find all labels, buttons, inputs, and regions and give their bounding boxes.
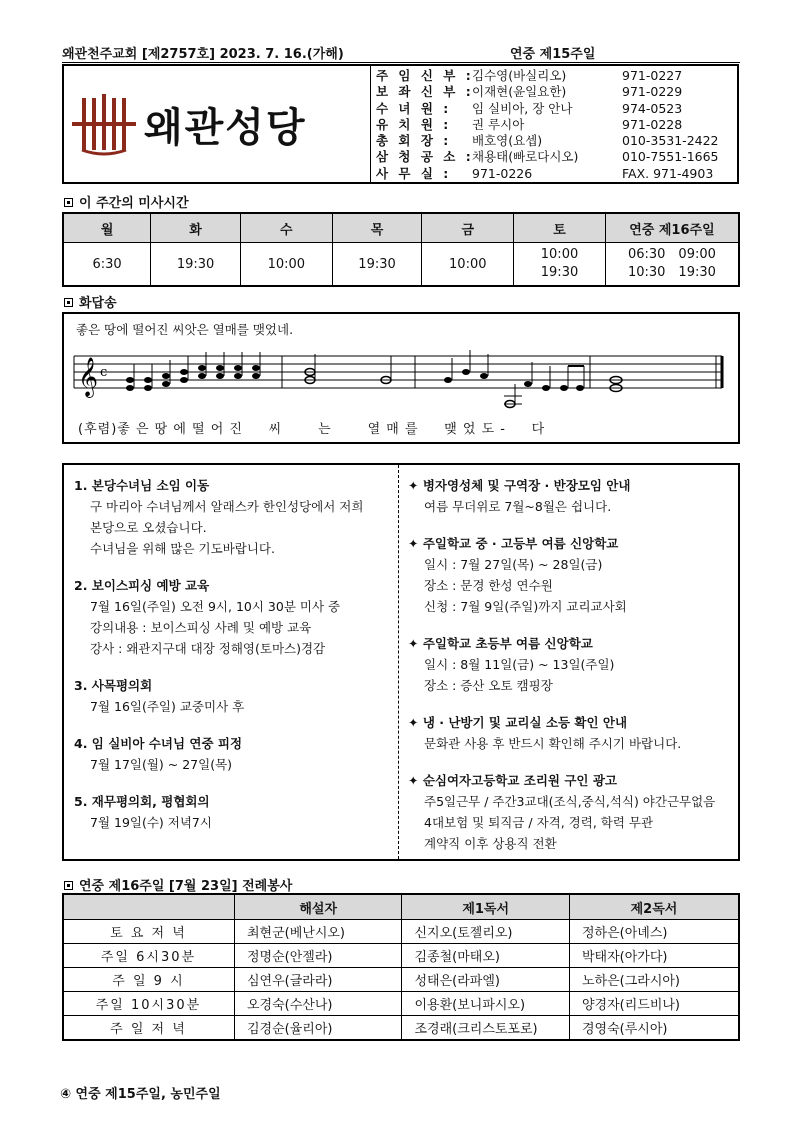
- mass-time-cell: 10:00: [240, 243, 332, 287]
- staff-role: 유 치 원 :: [376, 116, 452, 132]
- server-name: 정하은(아녜스): [569, 920, 739, 944]
- notice-line: 7월 17일(월) ~ 27일(목): [90, 757, 233, 772]
- liturgical-day: 연중 제15주일: [510, 47, 596, 62]
- staff-list: [376, 68, 736, 182]
- psalm-box: [62, 312, 740, 444]
- bulletin-issue: 왜관천주교회 [제2757호] 2023. 7. 16.(가해): [62, 47, 344, 62]
- staff-phone: 971-0229: [622, 84, 683, 100]
- staff-name: 배호영(요셉): [472, 133, 543, 149]
- staff-name: 이재현(윤일요한): [472, 84, 567, 100]
- notice-line: 일시 : 7월 27일(목) ~ 28일(금): [424, 557, 603, 572]
- notice-line: 4대보험 및 퇴직금 / 자격, 경력, 학력 무관: [424, 815, 654, 830]
- church-info-box: [62, 64, 739, 184]
- mass-times-table: [62, 212, 740, 287]
- staff-phone: 971-0227: [622, 68, 683, 83]
- service-header: [63, 894, 234, 920]
- notice-title: ✦ 순심여자고등학교 조리원 구인 광고: [408, 773, 618, 788]
- table-row: [63, 992, 739, 1016]
- psalm-lyrics: (후렴)좋 은 땅 에 떨 어 진 씨 는 열 매 를 맺 었 도 - 다: [78, 422, 546, 437]
- notice-line: 문화관 사용 후 반드시 확인해 주시기 바랍니다.: [424, 736, 682, 751]
- notice-line: 여름 무더위로 7월~8월은 쉽니다.: [424, 499, 612, 514]
- psalm-section-title: 화답송: [64, 292, 117, 311]
- table-row: [63, 968, 739, 992]
- mass-slot-label: 주 일 저 녁: [63, 1016, 234, 1041]
- staff-role: 총 회 장 :: [376, 133, 452, 149]
- mass-slot-label: 주일 10시30분: [63, 992, 234, 1016]
- server-name: 박태자(아가다): [569, 944, 739, 968]
- mass-time-cell-sat: [514, 243, 606, 287]
- notice-title: 4. 임 실비아 수녀님 연중 피정: [74, 736, 243, 751]
- mass-section-title: 이 주간의 미사시간: [64, 192, 189, 211]
- table-row: [63, 1016, 739, 1041]
- server-name: 조경래(크리스토포로): [402, 1016, 570, 1041]
- notice-line: 신청 : 7월 9일(주일)까지 교리교사회: [424, 599, 627, 614]
- column-divider: [398, 465, 399, 859]
- mass-day-header: 연중 제16주일: [605, 213, 739, 243]
- staff-role: 주 임 신 부 :: [376, 68, 474, 83]
- notice-line: 7월 16일(주일) 교중미사 후: [90, 699, 245, 714]
- church-logo-icon: [68, 84, 148, 164]
- notice-line: 구 마리아 수녀님께서 알래스카 한인성당에서 저희: [90, 499, 364, 514]
- staff-row: [376, 133, 736, 149]
- service-header: 제2독서: [569, 894, 739, 920]
- notice-title: 2. 보이스피싱 예방 교육: [74, 578, 210, 593]
- staff-phone: 971-0228: [622, 116, 683, 132]
- notice-line: 장소 : 증산 오토 캠핑장: [424, 678, 553, 693]
- psalm-text: 좋은 땅에 떨어진 씨앗은 열매를 맺었네.: [76, 322, 294, 337]
- notice-line: 7월 16일(주일) 오전 9시, 10시 30분 미사 중: [90, 599, 341, 614]
- notice-title: ✦ 주일학교 중 · 고등부 여름 신앙학교: [408, 536, 619, 551]
- staff-role: 보 좌 신 부 :: [376, 84, 474, 100]
- server-name: 김종철(마태오): [402, 944, 570, 968]
- notice-title: 1. 본당수녀님 소임 이동: [74, 478, 210, 493]
- staff-phone: 974-0523: [622, 100, 683, 116]
- mass-day-header: 토: [514, 213, 606, 243]
- mass-time-cell: 6:30: [63, 243, 151, 287]
- staff-phone: 010-7551-1665: [622, 149, 719, 165]
- notice-line: 강의내용 : 보이스피싱 사례 및 예방 교육: [90, 620, 312, 635]
- mass-day-header: 금: [422, 213, 514, 243]
- staff-row: [376, 68, 736, 84]
- mass-time: 10:00: [540, 247, 579, 262]
- mass-time: 10:30 19:30: [627, 265, 716, 280]
- staff-role: 수 녀 원 :: [376, 100, 452, 116]
- mass-time: 19:30: [540, 265, 579, 280]
- staff-phone: FAX. 971-4903: [622, 165, 714, 181]
- logo-area: [64, 66, 371, 182]
- service-header: 제1독서: [402, 894, 570, 920]
- notice-title: ✦ 주일학교 초등부 여름 신앙학교: [408, 636, 593, 651]
- mass-slot-label: 주일 6시30분: [63, 944, 234, 968]
- notice-line: 장소 : 문경 한성 연수원: [424, 578, 553, 593]
- mass-time-cell: 19:30: [151, 243, 241, 287]
- server-name: 심연우(글라라): [234, 968, 402, 992]
- notice-title: 5. 재무평의회, 평협회의: [74, 794, 210, 809]
- bulletin-header: [62, 40, 740, 63]
- page-footer: ④ 연중 제15주일, 농민주일: [60, 1087, 221, 1102]
- notice-line: 7월 19일(수) 저녁7시: [90, 815, 212, 830]
- notice-line: 주5일근무 / 주간3교대(조식,중식,석식) 야간근무없음: [424, 794, 716, 809]
- mass-day-header: 목: [332, 213, 422, 243]
- notices-left-column: [74, 475, 396, 833]
- svg-text:𝄞: 𝄞: [78, 357, 99, 397]
- staff-name: 971-0226: [472, 165, 533, 181]
- notices-right-column: [408, 475, 738, 854]
- table-row: [63, 944, 739, 968]
- notice-title: ✦ 병자영성체 및 구역장 · 반장모임 안내: [408, 478, 631, 493]
- notice-line: 강사 : 왜관지구대 대장 정해영(토마스)경감: [90, 641, 326, 656]
- server-name: 최현군(베난시오): [234, 920, 402, 944]
- server-name: 경영숙(루시아): [569, 1016, 739, 1041]
- notice-line: 일시 : 8월 11일(금) ~ 13일(주일): [424, 657, 615, 672]
- server-name: 성태은(라파엘): [402, 968, 570, 992]
- staff-phone: 010-3531-2422: [622, 133, 719, 149]
- logo-text: 왜관성당: [144, 105, 307, 151]
- staff-role: 삼 청 공 소 :: [376, 149, 474, 165]
- mass-slot-label: 토 요 저 녁: [63, 920, 234, 944]
- svg-text:c: c: [100, 365, 108, 380]
- staff-row: [376, 117, 736, 133]
- mass-day-header: 월: [63, 213, 151, 243]
- server-name: 정명순(안젤라): [234, 944, 402, 968]
- service-header: 해설자: [234, 894, 402, 920]
- server-name: 노하은(그라시아): [569, 968, 739, 992]
- server-name: 신지오(토젤리오): [402, 920, 570, 944]
- staff-row: [376, 149, 736, 165]
- staff-row: [376, 166, 736, 182]
- staff-role: 사 무 실 :: [376, 165, 452, 181]
- notice-line: 계약직 이후 상용직 전환: [424, 836, 557, 851]
- notice-line: 수녀님을 위해 많은 기도바랍니다.: [90, 541, 275, 556]
- server-name: 김경순(율리아): [234, 1016, 402, 1041]
- staff-name: 김수영(바실리오): [472, 68, 567, 83]
- mass-day-header: 화: [151, 213, 241, 243]
- server-name: 양경자(리드비나): [569, 992, 739, 1016]
- notice-line: 본당으로 오셨습니다.: [90, 520, 207, 535]
- staff-name: 임 실비아, 장 안나: [472, 100, 573, 116]
- music-staff-icon: [70, 344, 730, 416]
- server-name: 오경숙(수산나): [234, 992, 402, 1016]
- staff-row: [376, 101, 736, 117]
- liturgy-service-table: [62, 893, 740, 1041]
- mass-time-cell-sun: [605, 243, 739, 287]
- notices-box: [62, 463, 740, 861]
- mass-time-cell: 19:30: [332, 243, 422, 287]
- mass-slot-label: 주 일 9 시: [63, 968, 234, 992]
- staff-row: [376, 84, 736, 100]
- mass-time-cell: 10:00: [422, 243, 514, 287]
- service-section-title: 연중 제16주일 [7월 23일] 전례봉사: [64, 875, 292, 894]
- staff-name: 채용태(빠로다시오): [472, 149, 579, 165]
- notice-title: 3. 사목평의회: [74, 678, 153, 693]
- mass-day-header: 수: [240, 213, 332, 243]
- notice-title: ✦ 냉 · 난방기 및 교리실 소등 확인 안내: [408, 715, 628, 730]
- staff-name: 권 루시아: [472, 116, 525, 132]
- table-row: [63, 920, 739, 944]
- mass-time: 06:30 09:00: [627, 247, 716, 262]
- server-name: 이용환(보니파시오): [402, 992, 570, 1016]
